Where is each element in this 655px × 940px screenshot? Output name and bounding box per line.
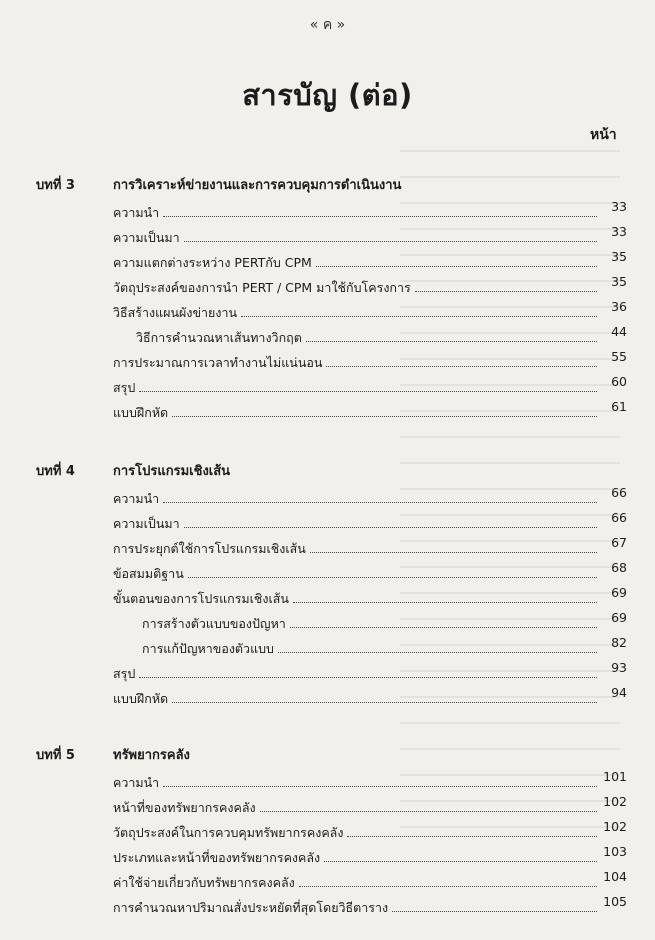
toc-entry[interactable] (0, 793, 655, 818)
chapter-section (0, 740, 655, 918)
chapter-number: บทที่ 5 (36, 748, 75, 763)
leader-dots (184, 527, 597, 528)
toc-entry-page: 33 (611, 224, 627, 239)
toc-entry-text: ความนำ (113, 491, 160, 506)
leader-dots (241, 316, 597, 317)
leader-dots (163, 786, 597, 787)
leader-dots (310, 552, 597, 553)
toc-entry[interactable] (0, 509, 655, 534)
chapter-title: การโปรแกรมเชิงเส้น (113, 464, 231, 479)
toc-entry[interactable] (0, 248, 655, 273)
toc-entry[interactable] (0, 893, 655, 918)
toc-entry-text: วัตถุประสงค์ในการควบคุมทรัพยากรคงคลัง (113, 825, 344, 840)
toc-entry-text: การประยุกต์ใช้การโปรแกรมเชิงเส้น (113, 541, 306, 556)
toc-entry-text: สรุป (113, 666, 136, 681)
toc-entry[interactable] (0, 868, 655, 893)
leader-dots (306, 341, 597, 342)
toc-entry[interactable] (0, 323, 655, 348)
toc-entry-page: 44 (611, 324, 627, 339)
toc-entry-text: วิธีสร้างแผนผังข่ายงาน (113, 305, 238, 320)
leader-dots (326, 366, 597, 367)
toc-entry-text: ความเป็นมา (113, 230, 180, 245)
leader-dots (188, 577, 597, 578)
leader-dots (290, 627, 597, 628)
toc-entry-text: ขั้นตอนของการโปรแกรมเชิงเส้น (113, 591, 289, 606)
toc-entry[interactable] (0, 373, 655, 398)
leader-dots (184, 241, 597, 242)
toc-entry-page: 69 (611, 585, 627, 600)
toc-entry-page: 35 (611, 249, 627, 264)
chapter-number: บทที่ 3 (36, 178, 75, 193)
toc-entry-text: การแก้ปัญหาของตัวแบบ (142, 641, 274, 656)
leader-dots (260, 811, 597, 812)
toc-entry[interactable] (0, 609, 655, 634)
toc-entry-text: ความนำ (113, 205, 160, 220)
toc-entry[interactable] (0, 273, 655, 298)
leader-dots (278, 652, 597, 653)
page-marker: « ค » (309, 17, 346, 33)
toc-entry[interactable] (0, 298, 655, 323)
toc-entry-text: การประมาณการเวลาทำงานไม่แน่นอน (113, 355, 323, 370)
toc-entry-page: 33 (611, 199, 627, 214)
toc-entry-page: 105 (603, 894, 627, 909)
leader-dots (299, 886, 597, 887)
toc-entry[interactable] (0, 818, 655, 843)
leader-dots (293, 602, 597, 603)
page-column-label: หน้า (590, 127, 617, 143)
toc-entry-page: 66 (611, 485, 627, 500)
toc-entry-text: การคำนวณหาปริมาณสั่งประหยัดที่สุดโดยวิธีตาราง (113, 900, 389, 915)
leader-dots (316, 266, 597, 267)
toc-entry[interactable] (0, 768, 655, 793)
toc-entry-text: ค่าใช้จ่ายเกี่ยวกับทรัพยากรคงคลัง (113, 875, 295, 890)
toc-entry[interactable] (0, 684, 655, 709)
toc-entry-page: 104 (603, 869, 627, 884)
leader-dots (415, 291, 597, 292)
toc-entry-text: วิธีการคำนวณหาเส้นทางวิกฤต (136, 330, 302, 345)
toc-entry[interactable] (0, 534, 655, 559)
leader-dots (347, 836, 597, 837)
toc-entry[interactable] (0, 584, 655, 609)
leader-dots (324, 861, 597, 862)
toc-entry-page: 101 (603, 769, 627, 784)
leader-dots (139, 677, 597, 678)
toc-entry-text: สรุป (113, 380, 136, 395)
toc-entry[interactable] (0, 659, 655, 684)
toc-entry[interactable] (0, 198, 655, 223)
toc-entry-page: 94 (611, 685, 627, 700)
toc-entry[interactable] (0, 223, 655, 248)
chapter-section (0, 456, 655, 709)
chapter-section (0, 170, 655, 423)
chapter-title: การวิเคราะห์ข่ายงานและการควบคุมการดำเนินงาน (113, 178, 402, 193)
chapter-heading (0, 456, 655, 484)
toc-entry-text: หน้าที่ของทรัพยากรคงคลัง (113, 800, 256, 815)
toc-entry-text: วัตถุประสงค์ของการนำ PERT / CPM มาใช้กับโครงการ (113, 280, 411, 295)
toc-entry-text: การสร้างตัวแบบของปัญหา (142, 616, 286, 631)
toc-entry-text: ข้อสมมติฐาน (113, 566, 184, 581)
toc-entry-text: แบบฝึกหัด (113, 691, 169, 706)
toc-entry-page: 66 (611, 510, 627, 525)
toc-entry[interactable] (0, 843, 655, 868)
toc-entry-text: แบบฝึกหัด (113, 405, 169, 420)
toc-entry-page: 102 (603, 794, 627, 809)
leader-dots (172, 702, 597, 703)
toc-entry-page: 82 (611, 635, 627, 650)
toc-entry-text: ประเภทและหน้าที่ของทรัพยากรคงคลัง (113, 850, 321, 865)
toc-entry[interactable] (0, 348, 655, 373)
toc-entry-page: 35 (611, 274, 627, 289)
toc-entry[interactable] (0, 634, 655, 659)
toc-entry-text: ความแตกต่างระหว่าง PERTกับ CPM (113, 255, 312, 270)
page-title: สารบัญ (ต่อ) (242, 78, 413, 112)
toc-entry[interactable] (0, 484, 655, 509)
toc-entry-page: 60 (611, 374, 627, 389)
toc-entry-page: 69 (611, 610, 627, 625)
toc-entry[interactable] (0, 398, 655, 423)
toc-entry-page: 68 (611, 560, 627, 575)
toc-entry-page: 93 (611, 660, 627, 675)
toc-entry[interactable] (0, 559, 655, 584)
leader-dots (392, 911, 597, 912)
toc-entry-page: 55 (611, 349, 627, 364)
chapter-title: ทรัพยากรคลัง (113, 748, 190, 763)
toc-entry-page: 36 (611, 299, 627, 314)
toc-entry-page: 61 (611, 399, 627, 414)
leader-dots (139, 391, 597, 392)
leader-dots (172, 416, 597, 417)
toc-entry-text: ความนำ (113, 775, 160, 790)
chapter-heading (0, 170, 655, 198)
leader-dots (163, 216, 597, 217)
leader-dots (163, 502, 597, 503)
toc-entry-page: 102 (603, 819, 627, 834)
chapter-number: บทที่ 4 (36, 464, 75, 479)
toc-entry-page: 67 (611, 535, 627, 550)
chapter-heading (0, 740, 655, 768)
toc-entry-page: 103 (603, 844, 627, 859)
toc-entry-text: ความเป็นมา (113, 516, 180, 531)
